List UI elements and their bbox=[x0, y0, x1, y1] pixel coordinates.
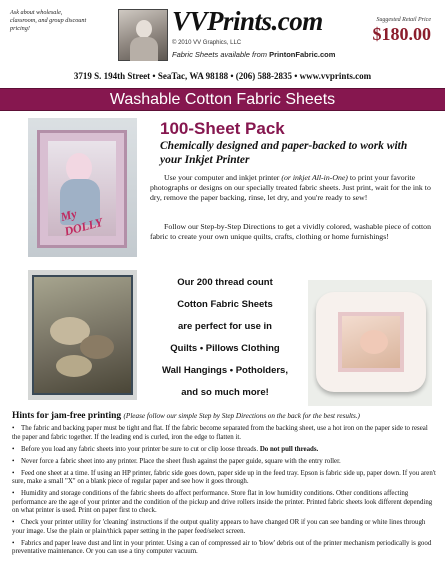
cat-shape bbox=[56, 355, 92, 377]
pillow-shape bbox=[316, 292, 426, 392]
dolly-caption: My DOLLY bbox=[59, 206, 105, 239]
feature-line: and so much more! bbox=[181, 387, 269, 398]
feature-callout bbox=[150, 272, 300, 404]
hint-text: Humidity and storage conditions of the fabric sheets do affect performance. Store flat in low humidity conditions. Other conditions affecting performance are the age of your printer and the condition of the pickup and drive rollers inside the printer. Printed fabric sheets look different depending on what printer is used. Print on paper first to check. bbox=[12, 490, 433, 515]
hint-text: Check your printer utility for 'cleaning' instructions if the output quality appears to have changed OR if you can see banding or white lines through your image. Use the plain or plain/thick paper setting in the paper feed/select screen. bbox=[12, 519, 426, 535]
cats-fabric-photo bbox=[28, 270, 137, 400]
hint-text: Feed one sheet at a time. If using an HP printer, fabric side goes down, paper side up in the feed tray. Epson is fabric side up, paper down. If you aren't sure, make a small "X" on a blank piece of regular paper and see how it goes through. bbox=[12, 469, 436, 486]
feature-line: Our 200 thread count bbox=[177, 277, 273, 288]
feature-line: Quilts • Pillows Clothing bbox=[170, 343, 280, 354]
baby-shape bbox=[360, 330, 388, 354]
feature-line: are perfect for use in bbox=[178, 321, 272, 332]
hints-note: (Please follow our simple Step by Step Directions on the back for the best results.) bbox=[123, 412, 360, 420]
hint-text: The fabric and backing paper must be tight and flat. If the fabric become separated from the backing sheet, use a hot iron on the paper side to reseal the paper and fabric together. If the leading end is curled, iron the edge to flatten it. bbox=[12, 425, 428, 441]
hint-item bbox=[12, 519, 437, 536]
product-subtitle: Chemically designed and paper-backed to work with your Inkjet Printer bbox=[160, 140, 408, 166]
hint-bold: Do not pull threads. bbox=[259, 445, 319, 453]
doll-scene bbox=[48, 141, 116, 239]
bullet-glyph: • bbox=[12, 445, 15, 453]
banner-title: Washable Cotton Fabric Sheets bbox=[109, 91, 336, 108]
hint-item bbox=[12, 490, 437, 516]
fabric-frame bbox=[37, 130, 127, 248]
portrait-body-shape bbox=[130, 37, 158, 61]
feature-line: Wall Hangings • Potholders, bbox=[162, 365, 288, 376]
separator-bullet: • bbox=[294, 71, 300, 81]
hint-item bbox=[12, 425, 437, 442]
cats-print bbox=[32, 275, 133, 395]
brand-logo: VVPrints.com bbox=[172, 6, 323, 36]
hint-item bbox=[12, 470, 437, 487]
hints-title: Hints for jam-free printing bbox=[12, 411, 122, 421]
bullet-glyph: • bbox=[12, 425, 15, 432]
vintage-photo-logo bbox=[118, 9, 168, 61]
bullet-glyph: • bbox=[12, 490, 15, 498]
hints-heading bbox=[12, 411, 437, 421]
contact-city: SeaTac, WA 98188 bbox=[157, 71, 229, 81]
separator-bullet: • bbox=[230, 71, 236, 81]
wholesale-note: Ask about wholesale, classroom, and group discount pricing! bbox=[10, 9, 87, 32]
bullet-glyph: • bbox=[12, 519, 15, 527]
separator-bullet: • bbox=[152, 71, 158, 81]
hint-text: Before you load any fabric sheets into your printer be sure to cut or clip loose threads. bbox=[21, 445, 259, 453]
product-title: 100-Sheet Pack bbox=[160, 119, 285, 138]
bullet-glyph: • bbox=[12, 539, 15, 547]
baby-print bbox=[338, 312, 404, 372]
feature-line: Cotton Fabric Sheets bbox=[177, 299, 273, 310]
framed-doll-photo bbox=[28, 118, 137, 257]
intro-text-italic: (or inkjet All-in-One) bbox=[281, 173, 348, 182]
availability-prefix: Fabric Sheets available from bbox=[172, 50, 270, 59]
availability-site[interactable]: PrintonFabric.com bbox=[269, 50, 336, 59]
retail-price-label: Suggested Retail Price bbox=[376, 17, 431, 23]
bullet-glyph: • bbox=[12, 457, 15, 465]
header bbox=[0, 0, 445, 70]
cat-shape bbox=[80, 335, 114, 359]
intro-paragraph bbox=[150, 173, 433, 203]
intro-text-a: Use your computer and inkjet printer bbox=[164, 173, 282, 182]
hint-text: Fabrics and paper leave dust and lint in your printer. Using a can of compressed air to 'blow' debris out of the printer mechanism periodically is good preventative maintenance. Or you can use a tiny computer vacuum. bbox=[12, 539, 432, 556]
hints-list bbox=[12, 425, 437, 560]
contact-line bbox=[0, 71, 445, 81]
hint-item bbox=[12, 446, 437, 455]
availability-text bbox=[172, 50, 335, 59]
contact-address: 3719 S. 194th Street bbox=[73, 71, 151, 81]
pillow-photo bbox=[308, 280, 432, 406]
hint-item bbox=[12, 458, 437, 467]
section-banner bbox=[0, 88, 445, 111]
contact-phone[interactable]: (206) 588-2835 bbox=[235, 71, 292, 81]
portrait-face-shape bbox=[136, 20, 152, 38]
copyright-text: © 2010 VV Graphics, LLC bbox=[172, 40, 242, 46]
hint-text: Never force a fabric sheet into any printer. Place the sheet flush against the paper guide, square with the entry roller. bbox=[21, 457, 341, 465]
contact-website[interactable]: www.vvprints.com bbox=[299, 71, 372, 81]
retail-price: $180.00 bbox=[372, 24, 431, 44]
hint-item bbox=[12, 540, 437, 557]
intro-text-b: to print your favorite photographs or designs on our specially treated fabric sheets. Just print, wait for the ink to dry, remove the paper backing, rinse, let dry, and you're ready to sew! bbox=[150, 173, 431, 202]
directions-paragraph: Follow our Step-by-Step Directions to get a vividly colored, washable piece of cotton fabric to create your own unique quilts, crafts, clothing or home furnishings! bbox=[150, 222, 431, 241]
bullet-glyph: • bbox=[12, 469, 15, 477]
